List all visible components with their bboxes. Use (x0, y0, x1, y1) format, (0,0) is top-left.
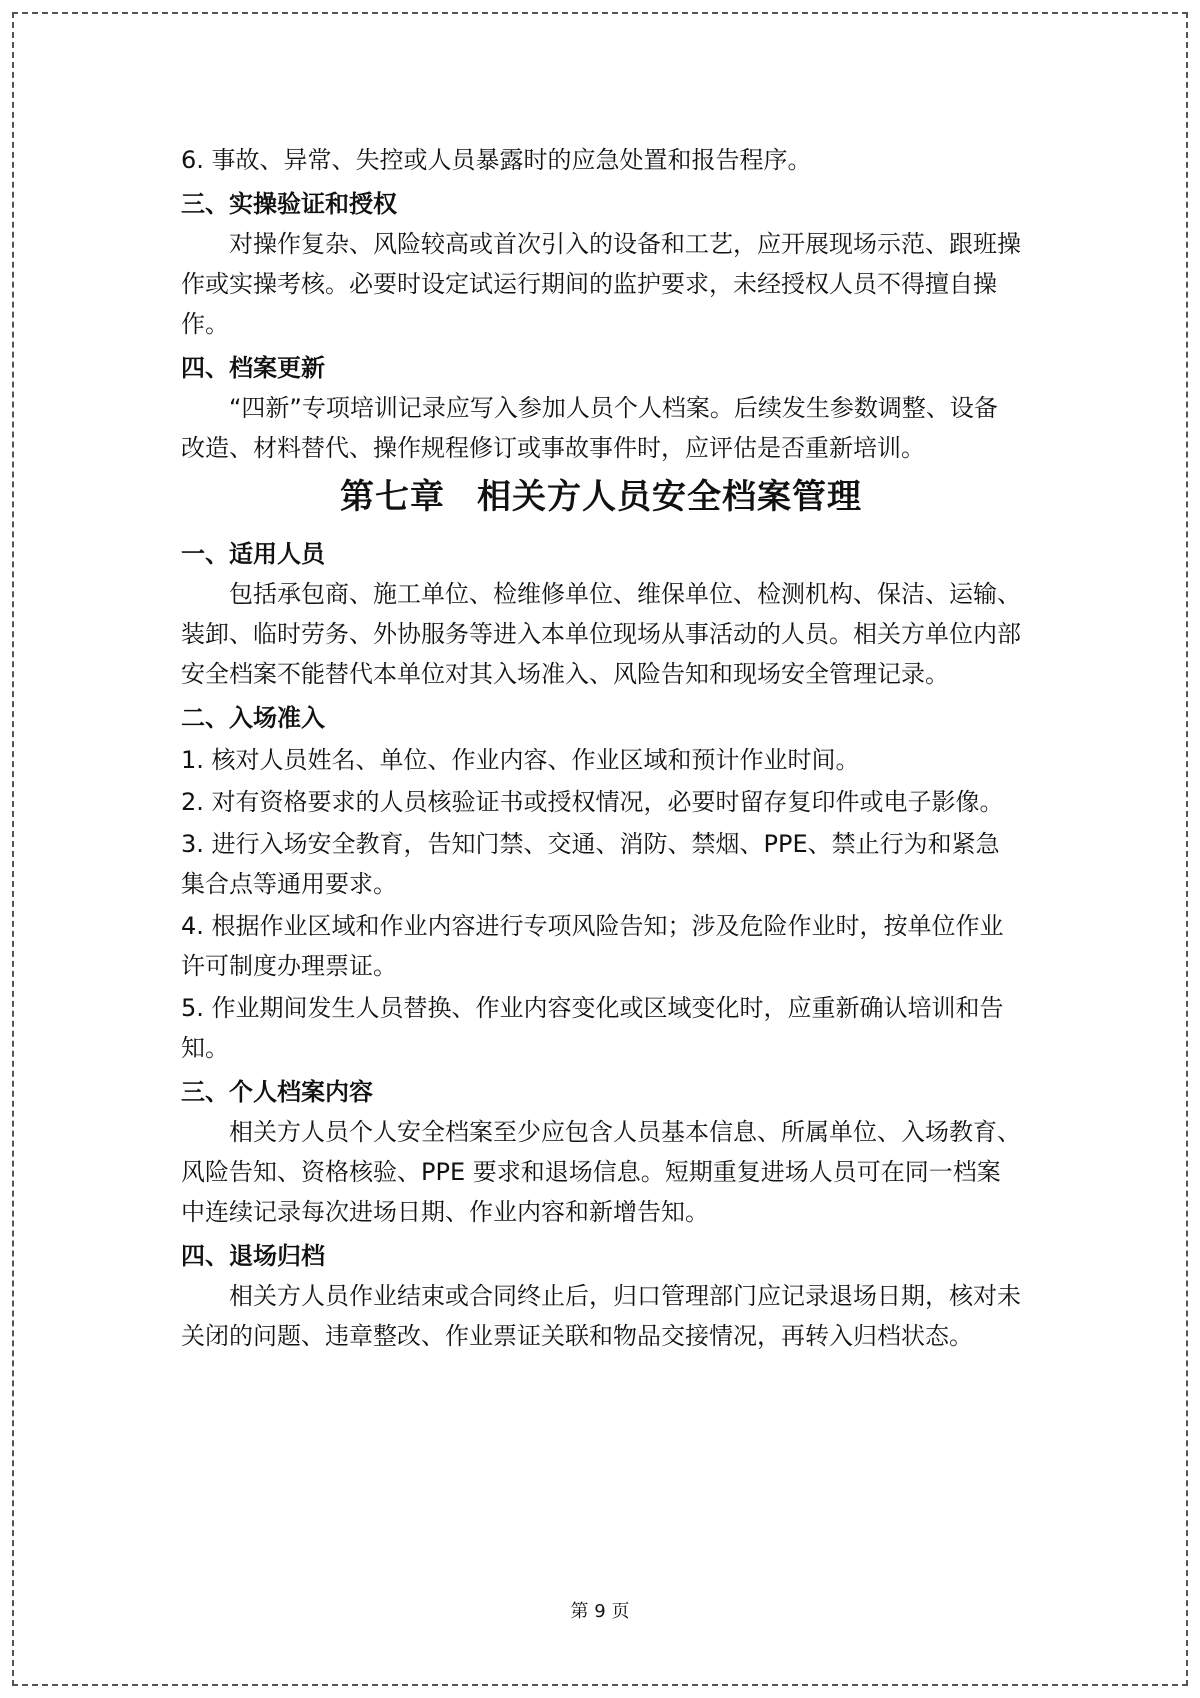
section-heading-record-update: 四、档案更新 (181, 354, 325, 382)
paragraph-record-update: “四新”专项培训记录应写入参加人员个人档案。后续发生参数调整、设备改造、材料替代、操作规程修订或事故事件时，应评估是否重新培训。 (181, 394, 998, 462)
section-heading-exit-archive: 四、退场归档 (181, 1242, 325, 1270)
list-item: 1. 核对人员姓名、单位、作业内容、作业区域和预计作业时间。 (181, 746, 860, 774)
chapter-number: 第七章 (340, 477, 445, 517)
paragraph-applicable-persons: 包括承包商、施工单位、检维修单位、维保单位、检测机构、保洁、运输、装卸、临时劳务、外协服务等进入本单位现场从事活动的人员。相关方单位内部安全档案不能替代本单位对其入场准入、风险告知和现场安全管理记录。 (181, 580, 1021, 688)
list-item: 4. 根据作业区域和作业内容进行专项风险告知；涉及危险作业时，按单位作业许可制度办理票证。 (181, 912, 1004, 980)
paragraph-personal-file: 相关方人员个人安全档案至少应包含人员基本信息、所属单位、入场教育、风险告知、资格核验、PPE 要求和退场信息。短期重复进场人员可在同一档案中连续记录每次进场日期、作业内容和新增告知。 (181, 1118, 1021, 1226)
chapter-title (181, 472, 1021, 522)
page-number: 第 9 页 (570, 1601, 630, 1622)
section-heading-site-access: 二、入场准入 (181, 704, 325, 732)
section-heading-personal-file: 三、个人档案内容 (181, 1078, 373, 1106)
list-item: 2. 对有资格要求的人员核验证书或授权情况，必要时留存复印件或电子影像。 (181, 788, 1004, 816)
paragraph-exit-archive: 相关方人员作业结束或合同终止后，归口管理部门应记录退场日期，核对未关闭的问题、违章整改、作业票证关联和物品交接情况，再转入归档状态。 (181, 1282, 1021, 1350)
section-heading-practical-verification: 三、实操验证和授权 (181, 190, 397, 218)
list-item: 3. 进行入场安全教育，告知门禁、交通、消防、禁烟、PPE、禁止行为和紧急集合点等通用要求。 (181, 830, 1000, 898)
document-body (181, 140, 1021, 1356)
list-item-6: 6. 事故、异常、失控或人员暴露时的应急处置和报告程序。 (181, 146, 812, 174)
chapter-name: 相关方人员安全档案管理 (477, 477, 862, 517)
list-item: 5. 作业期间发生人员替换、作业内容变化或区域变化时，应重新确认培训和告知。 (181, 994, 1004, 1062)
paragraph-practical-verification: 对操作复杂、风险较高或首次引入的设备和工艺，应开展现场示范、跟班操作或实操考核。必要时设定试运行期间的监护要求，未经授权人员不得擅自操作。 (181, 230, 1021, 338)
section-heading-applicable-persons: 一、适用人员 (181, 540, 325, 568)
